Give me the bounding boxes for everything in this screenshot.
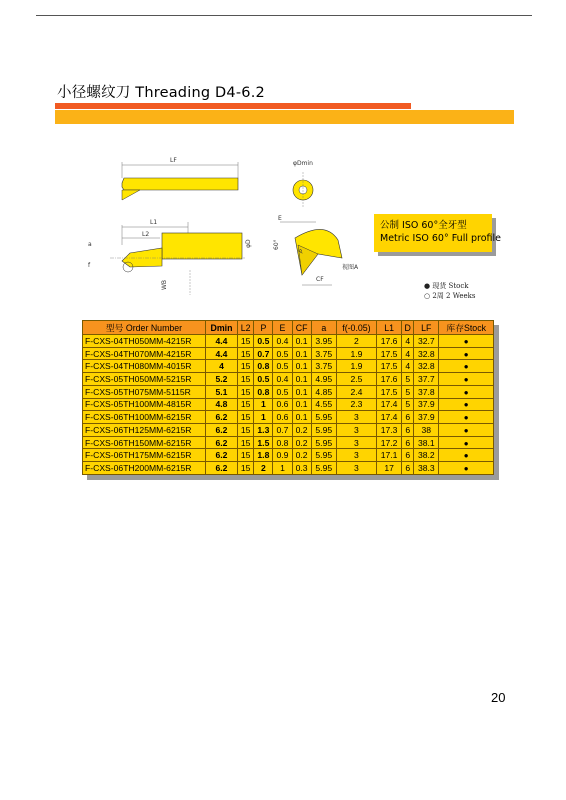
value-cell: 3.75 xyxy=(311,360,336,373)
col-dmin: Dmin xyxy=(206,321,238,335)
table-row xyxy=(83,347,494,360)
table-header-row xyxy=(83,321,494,335)
value-cell: 0.7 xyxy=(273,424,292,437)
value-cell: 1.9 xyxy=(336,360,376,373)
wb-label: WB xyxy=(161,279,168,290)
order-number-cell: F-CXS-04TH080MM-4015R xyxy=(83,360,206,373)
order-number-cell: F-CXS-06TH175MM-6215R xyxy=(83,449,206,462)
value-cell: 1.8 xyxy=(254,449,273,462)
value-cell: 4.8 xyxy=(206,398,238,411)
phidmin-label: φDmin xyxy=(293,160,313,167)
table-row xyxy=(83,385,494,398)
value-cell: 15 xyxy=(237,335,253,348)
table-row xyxy=(83,449,494,462)
page-number: 20 xyxy=(491,690,506,705)
stock-dot-icon xyxy=(439,411,494,424)
value-cell: 32.7 xyxy=(414,335,439,348)
value-cell: 37.7 xyxy=(414,373,439,386)
order-number-cell: F-CXS-06TH150MM-6215R xyxy=(83,436,206,449)
technical-drawing xyxy=(80,150,420,300)
order-number-cell: F-CXS-04TH050MM-4215R xyxy=(83,335,206,348)
value-cell: 5.95 xyxy=(311,436,336,449)
value-cell: 0.5 xyxy=(273,347,292,360)
stock-dot-icon xyxy=(439,462,494,475)
value-cell: 15 xyxy=(237,385,253,398)
value-cell: 5 xyxy=(402,373,414,386)
col-l2: L2 xyxy=(237,321,253,335)
stock-dot-icon xyxy=(439,385,494,398)
value-cell: 0.4 xyxy=(273,335,292,348)
col-e: E xyxy=(273,321,292,335)
table-row xyxy=(83,436,494,449)
order-number-cell: F-CXS-05TH075MM-5115R xyxy=(83,385,206,398)
table-row xyxy=(83,373,494,386)
col-a: a xyxy=(311,321,336,335)
value-cell: 2 xyxy=(336,335,376,348)
value-cell: 0.8 xyxy=(254,385,273,398)
value-cell: 15 xyxy=(237,373,253,386)
legend-weeks: ○ 2周 2 Weeks xyxy=(424,292,476,300)
p-label: P xyxy=(297,248,306,255)
value-cell: 15 xyxy=(237,436,253,449)
value-cell: 0.4 xyxy=(273,373,292,386)
value-cell: 37.8 xyxy=(414,385,439,398)
value-cell: 0.6 xyxy=(273,411,292,424)
stock-dot-icon xyxy=(439,347,494,360)
value-cell: 4.95 xyxy=(311,373,336,386)
stock-dot-icon xyxy=(439,373,494,386)
value-cell: 0.1 xyxy=(292,347,311,360)
stock-dot-icon xyxy=(439,436,494,449)
value-cell: 0.5 xyxy=(254,373,273,386)
order-number-cell: F-CXS-06TH100MM-6215R xyxy=(83,411,206,424)
e-label: E xyxy=(278,215,282,222)
value-cell: 0.1 xyxy=(292,385,311,398)
order-number-cell: F-CXS-05TH050MM-5215R xyxy=(83,373,206,386)
value-cell: 4 xyxy=(206,360,238,373)
col-p: P xyxy=(254,321,273,335)
order-number-cell: F-CXS-05TH100MM-4815R xyxy=(83,398,206,411)
value-cell: 6.2 xyxy=(206,411,238,424)
value-cell: 1.9 xyxy=(336,347,376,360)
cf-label: CF xyxy=(316,276,324,283)
f-label: f xyxy=(88,262,91,269)
value-cell: 15 xyxy=(237,411,253,424)
value-cell: 37.9 xyxy=(414,411,439,424)
table-row xyxy=(83,360,494,373)
value-cell: 6.2 xyxy=(206,424,238,437)
table-row xyxy=(83,335,494,348)
col-cf: CF xyxy=(292,321,311,335)
value-cell: 17.4 xyxy=(376,411,401,424)
value-cell: 6 xyxy=(402,424,414,437)
value-cell: 0.2 xyxy=(292,449,311,462)
value-cell: 2.3 xyxy=(336,398,376,411)
value-cell: 17.5 xyxy=(376,385,401,398)
value-cell: 15 xyxy=(237,360,253,373)
value-cell: 17.3 xyxy=(376,424,401,437)
order-table-wrapper xyxy=(82,320,494,475)
value-cell: 38 xyxy=(414,424,439,437)
value-cell: 6 xyxy=(402,449,414,462)
value-cell: 0.7 xyxy=(254,347,273,360)
value-cell: 0.8 xyxy=(273,436,292,449)
value-cell: 4.4 xyxy=(206,347,238,360)
tool-side-view xyxy=(88,219,252,295)
value-cell: 15 xyxy=(237,424,253,437)
value-cell: 4.4 xyxy=(206,335,238,348)
tool-end-view xyxy=(293,160,313,208)
angle-label: 60° xyxy=(273,239,280,250)
value-cell: 5.95 xyxy=(311,462,336,475)
callout-line-2: Metric ISO 60° Full profile xyxy=(380,233,502,244)
page-title: 小径螺纹刀 Threading D4-6.2 xyxy=(57,85,265,101)
value-cell: 0.1 xyxy=(292,373,311,386)
title-bar-yellow xyxy=(55,110,514,124)
value-cell: 17.4 xyxy=(376,398,401,411)
value-cell: 3 xyxy=(336,449,376,462)
order-table xyxy=(82,320,494,475)
value-cell: 4 xyxy=(402,360,414,373)
value-cell: 4 xyxy=(402,335,414,348)
value-cell: 38.2 xyxy=(414,449,439,462)
top-rule xyxy=(36,15,532,16)
table-row xyxy=(83,398,494,411)
value-cell: 6.2 xyxy=(206,436,238,449)
col-stock: 库存Stock xyxy=(439,321,494,335)
value-cell: 17.6 xyxy=(376,373,401,386)
value-cell: 6.2 xyxy=(206,462,238,475)
value-cell: 37.9 xyxy=(414,398,439,411)
table-row xyxy=(83,462,494,475)
order-number-cell: F-CXS-04TH070MM-4215R xyxy=(83,347,206,360)
value-cell: 5.95 xyxy=(311,411,336,424)
l2-label: L2 xyxy=(142,231,150,238)
col-d: D xyxy=(402,321,414,335)
thread-profile xyxy=(273,215,359,285)
value-cell: 1 xyxy=(254,398,273,411)
value-cell: 5.95 xyxy=(311,424,336,437)
value-cell: 2 xyxy=(254,462,273,475)
value-cell: 0.3 xyxy=(292,462,311,475)
value-cell: 32.8 xyxy=(414,347,439,360)
value-cell: 15 xyxy=(237,449,253,462)
value-cell: 5 xyxy=(402,398,414,411)
col-f: f(-0.05) xyxy=(336,321,376,335)
value-cell: 2.5 xyxy=(336,373,376,386)
lf-label: LF xyxy=(170,157,177,164)
value-cell: 0.5 xyxy=(254,335,273,348)
value-cell: 17.5 xyxy=(376,347,401,360)
stock-dot-icon xyxy=(439,335,494,348)
value-cell: 0.2 xyxy=(292,424,311,437)
legend-stock: ● 现货 Stock xyxy=(424,282,469,290)
value-cell: 0.9 xyxy=(273,449,292,462)
order-number-cell: F-CXS-06TH200MM-6215R xyxy=(83,462,206,475)
tool-top-view xyxy=(122,157,238,200)
value-cell: 32.8 xyxy=(414,360,439,373)
value-cell: 5.1 xyxy=(206,385,238,398)
value-cell: 4.85 xyxy=(311,385,336,398)
value-cell: 6 xyxy=(402,436,414,449)
value-cell: 3 xyxy=(336,436,376,449)
order-number-cell: F-CXS-06TH125MM-6215R xyxy=(83,424,206,437)
value-cell: 3 xyxy=(336,462,376,475)
stock-dot-icon xyxy=(439,398,494,411)
table-row xyxy=(83,424,494,437)
value-cell: 0.1 xyxy=(292,411,311,424)
col-order-number: 型号 Order Number xyxy=(83,321,206,335)
value-cell: 0.8 xyxy=(254,360,273,373)
value-cell: 6 xyxy=(402,411,414,424)
value-cell: 17 xyxy=(376,462,401,475)
value-cell: 6.2 xyxy=(206,449,238,462)
value-cell: 0.1 xyxy=(292,398,311,411)
value-cell: 15 xyxy=(237,347,253,360)
value-cell: 0.1 xyxy=(292,360,311,373)
table-row xyxy=(83,411,494,424)
stock-legend xyxy=(424,281,475,301)
value-cell: 3 xyxy=(336,411,376,424)
value-cell: 0.6 xyxy=(273,398,292,411)
value-cell: 0.2 xyxy=(292,436,311,449)
value-cell: 3 xyxy=(336,424,376,437)
value-cell: 2.4 xyxy=(336,385,376,398)
table-body xyxy=(83,335,494,475)
col-lf: LF xyxy=(414,321,439,335)
value-cell: 6 xyxy=(402,462,414,475)
col-l1: L1 xyxy=(376,321,401,335)
value-cell: 17.1 xyxy=(376,449,401,462)
phid-label: φD xyxy=(245,239,252,248)
value-cell: 5.95 xyxy=(311,449,336,462)
value-cell: 5.2 xyxy=(206,373,238,386)
value-cell: 1.5 xyxy=(254,436,273,449)
callout-line-1: 公制 ISO 60°全牙型 xyxy=(380,220,467,231)
value-cell: 5 xyxy=(402,385,414,398)
value-cell: 17.5 xyxy=(376,360,401,373)
value-cell: 17.2 xyxy=(376,436,401,449)
value-cell: 4 xyxy=(402,347,414,360)
value-cell: 17.6 xyxy=(376,335,401,348)
a-label: a xyxy=(88,241,92,248)
stock-dot-icon xyxy=(439,424,494,437)
value-cell: 38.1 xyxy=(414,436,439,449)
value-cell: 3.75 xyxy=(311,347,336,360)
value-cell: 3.95 xyxy=(311,335,336,348)
value-cell: 1.3 xyxy=(254,424,273,437)
value-cell: 4.55 xyxy=(311,398,336,411)
title-bar-orange xyxy=(55,103,411,109)
value-cell: 0.1 xyxy=(292,335,311,348)
value-cell: 15 xyxy=(237,398,253,411)
value-cell: 1 xyxy=(254,411,273,424)
value-cell: 0.5 xyxy=(273,385,292,398)
value-cell: 38.3 xyxy=(414,462,439,475)
value-cell: 1 xyxy=(273,462,292,475)
thread-profile-callout xyxy=(374,214,502,252)
stock-dot-icon xyxy=(439,449,494,462)
value-cell: 15 xyxy=(237,462,253,475)
value-cell: 0.5 xyxy=(273,360,292,373)
stock-dot-icon xyxy=(439,360,494,373)
view-label: 视图A xyxy=(342,264,359,271)
l1-label: L1 xyxy=(150,219,158,226)
